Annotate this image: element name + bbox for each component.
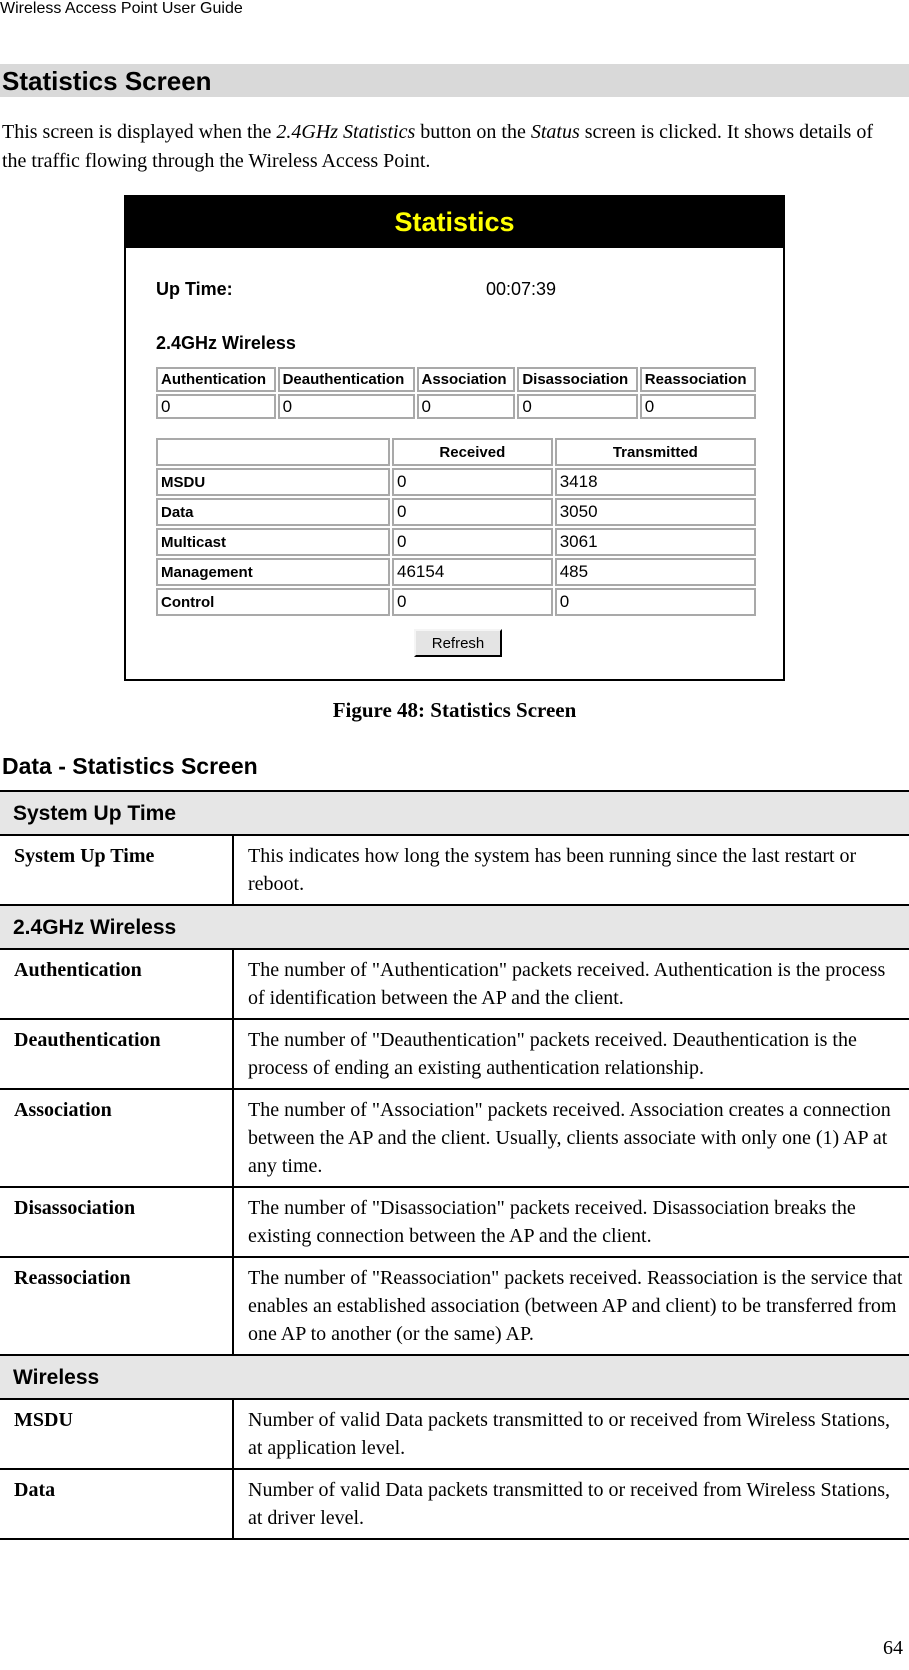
group-header-row: [0, 791, 909, 835]
auth-header-cell: Disassociation: [517, 367, 637, 392]
traffic-row-label: Multicast: [156, 528, 390, 556]
running-header: Wireless Access Point User Guide: [0, 0, 243, 17]
traffic-row-label: Management: [156, 558, 390, 586]
traffic-transmitted: 3050: [555, 498, 756, 526]
description-row: [0, 1019, 909, 1089]
description-row: [0, 1089, 909, 1187]
traffic-row: [156, 558, 756, 586]
traffic-transmitted: 485: [555, 558, 756, 586]
traffic-transmitted: 3418: [555, 468, 756, 496]
traffic-row-label: Data: [156, 498, 390, 526]
statistics-title-bar: [126, 197, 783, 248]
intro-emphasis-status: Status: [530, 121, 580, 143]
traffic-received: 0: [392, 528, 553, 556]
description-row: [0, 1399, 909, 1469]
auth-value-row: [156, 394, 756, 419]
data-description-table: [0, 790, 909, 1540]
traffic-received: 0: [392, 588, 553, 616]
traffic-row: [156, 528, 756, 556]
statistics-screen-figure: [124, 195, 785, 681]
group-header-row: [0, 905, 909, 949]
traffic-received: 46154: [392, 558, 553, 586]
field-name: Deauthentication: [0, 1019, 233, 1089]
auth-value-cell: 0: [517, 394, 637, 419]
field-description: The number of "Reassociation" packets received. Reassociation is the service that enables an established association (between AP and client) to be transferred from one AP to another (or the same) AP.: [233, 1257, 909, 1355]
traffic-header-row: [156, 438, 756, 466]
field-name: Authentication: [0, 949, 233, 1019]
group-title: 2.4GHz Wireless: [0, 905, 909, 949]
field-description: This indicates how long the system has been running since the last restart or reboot.: [233, 835, 909, 905]
uptime-label: Up Time:: [156, 279, 233, 299]
traffic-row: [156, 498, 756, 526]
section-title: Statistics Screen: [2, 66, 212, 96]
intro-text-3: screen is clicked. It shows details of the traffic flowing through the Wireless Access Point.: [2, 121, 873, 172]
group-title: Wireless: [0, 1355, 909, 1399]
statistics-title: Statistics: [394, 207, 515, 237]
field-name: MSDU: [0, 1399, 233, 1469]
traffic-row: [156, 468, 756, 496]
auth-value-cell: 0: [640, 394, 756, 419]
traffic-transmitted: 0: [555, 588, 756, 616]
auth-value-cell: 0: [156, 394, 276, 419]
page-number: 64: [883, 1637, 903, 1659]
data-heading: Data - Statistics Screen: [2, 753, 258, 779]
field-name: Reassociation: [0, 1257, 233, 1355]
field-description: The number of "Association" packets received. Association creates a connection between the AP and the client. Usually, clients associate with only one (1) AP at any time.: [233, 1089, 909, 1187]
auth-value-cell: 0: [278, 394, 415, 419]
auth-header-row: [156, 367, 756, 392]
traffic-stats-table: [154, 436, 758, 618]
description-row: [0, 1469, 909, 1539]
traffic-received: 0: [392, 498, 553, 526]
field-description: Number of valid Data packets transmitted to or received from Wireless Stations, at driver level.: [233, 1469, 909, 1539]
auth-header-cell: Deauthentication: [278, 367, 415, 392]
wireless-heading: 2.4GHz Wireless: [156, 333, 296, 353]
auth-header-cell: Reassociation: [640, 367, 756, 392]
transmitted-header: Transmitted: [555, 438, 756, 466]
traffic-row: [156, 588, 756, 616]
field-description: Number of valid Data packets transmitted to or received from Wireless Stations, at application level.: [233, 1399, 909, 1469]
intro-text-2: button on the: [415, 121, 531, 143]
description-row: [0, 835, 909, 905]
group-title: System Up Time: [0, 791, 909, 835]
auth-header-cell: Association: [417, 367, 516, 392]
intro-text-1: This screen is displayed when the: [2, 121, 277, 143]
auth-value-cell: 0: [417, 394, 516, 419]
traffic-row-label: MSDU: [156, 468, 390, 496]
refresh-button[interactable]: Refresh: [414, 629, 502, 657]
field-name: Association: [0, 1089, 233, 1187]
traffic-received: 0: [392, 468, 553, 496]
description-row: [0, 949, 909, 1019]
traffic-row-label: Control: [156, 588, 390, 616]
auth-stats-table: [154, 365, 758, 421]
intro-emphasis-statistics: 2.4GHz Statistics: [276, 121, 416, 143]
uptime-value: 00:07:39: [486, 279, 557, 299]
group-header-row: [0, 1355, 909, 1399]
traffic-header-blank: [156, 438, 390, 466]
field-description: The number of "Disassociation" packets received. Disassociation breaks the existing connection between the AP and the client.: [233, 1187, 909, 1257]
field-name: Data: [0, 1469, 233, 1539]
auth-header-cell: Authentication: [156, 367, 276, 392]
description-row: [0, 1187, 909, 1257]
figure-caption: Figure 48: Statistics Screen: [332, 698, 577, 722]
field-name: System Up Time: [0, 835, 233, 905]
description-row: [0, 1257, 909, 1355]
field-description: The number of "Authentication" packets received. Authentication is the process of identification between the AP and the client.: [233, 949, 909, 1019]
traffic-transmitted: 3061: [555, 528, 756, 556]
field-name: Disassociation: [0, 1187, 233, 1257]
field-description: The number of "Deauthentication" packets received. Deauthentication is the process of ending an existing authentication relationship.: [233, 1019, 909, 1089]
received-header: Received: [392, 438, 553, 466]
intro-paragraph: [2, 118, 902, 176]
